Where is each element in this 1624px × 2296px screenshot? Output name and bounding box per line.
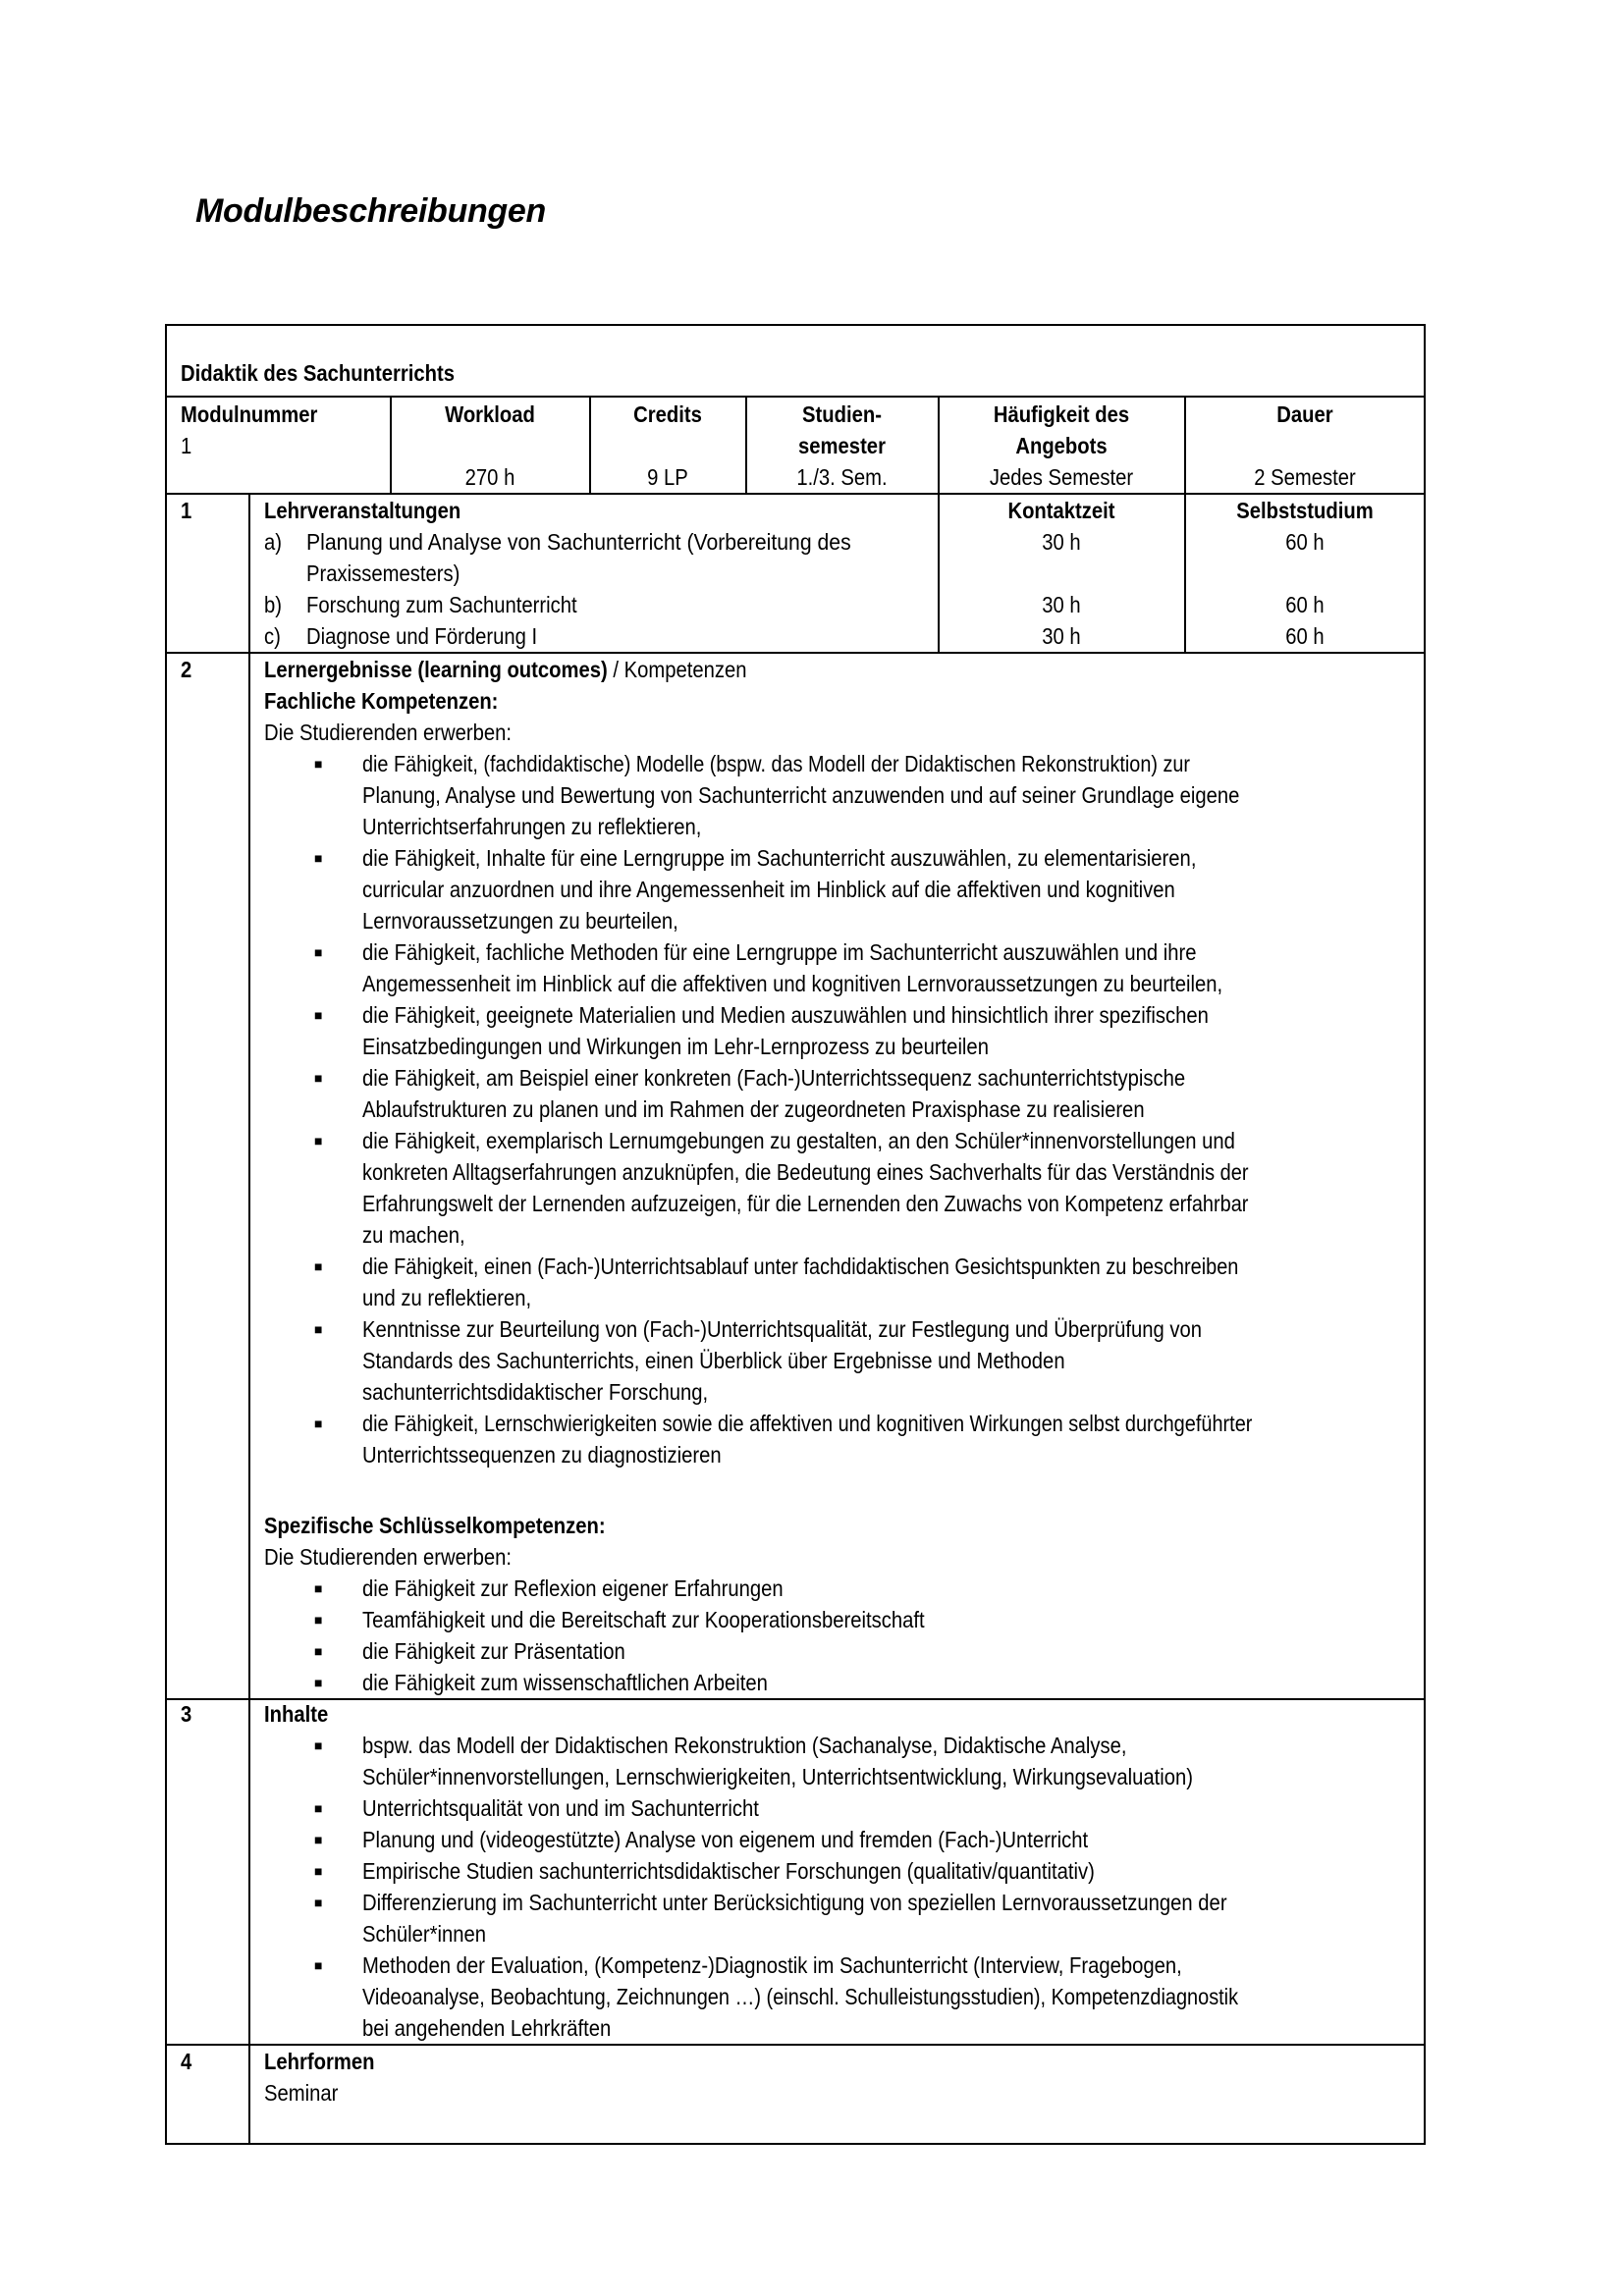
dauer-value: 2 Semester — [1254, 464, 1356, 490]
list-item-line: die Fähigkeit, am Beispiel einer konkreten (Fach-)Unterrichtssequenz sachunterrichtstypische — [362, 1065, 1186, 1091]
course-a-selbststudium: 60 h — [1285, 529, 1325, 555]
bullet-icon: ■ — [314, 1643, 323, 1659]
list-item-line: bei angehenden Lehrkräften — [362, 2015, 612, 2041]
list-item-line: Standards des Sachunterrichts, einen Überblick über Ergebnisse und Methoden — [362, 1348, 1065, 1373]
bullet-icon: ■ — [314, 1957, 323, 1973]
list-item-line: Schüler*innen — [362, 1921, 487, 1947]
course-a-line2: Praxissemesters) — [306, 561, 460, 586]
bullet-icon: ■ — [314, 1612, 323, 1628]
course-a-kontaktzeit: 30 h — [1042, 529, 1081, 555]
fach-intro: Die Studierenden erwerben: — [264, 720, 513, 745]
semester-label-1: Studien- — [802, 401, 882, 427]
col-div-semester — [745, 396, 747, 494]
dauer-label: Dauer — [1276, 401, 1333, 427]
list-item-line: die Fähigkeit zur Reflexion eigener Erfahrungen — [362, 1575, 784, 1601]
haeufigkeit-label-1: Häufigkeit des — [993, 401, 1130, 427]
bullet-icon: ■ — [314, 1321, 323, 1337]
section1-heading: Lehrveranstaltungen — [264, 498, 461, 523]
haeufigkeit-value: Jedes Semester — [989, 464, 1134, 490]
module-title: Didaktik des Sachunterrichts — [181, 360, 455, 386]
list-item-line: Empirische Studien sachunterrichtsdidaktischer Forschungen (qualitativ/quantitativ) — [362, 1858, 1095, 1884]
list-item-line: konkreten Alltagserfahrungen anzuknüpfen, die Bedeutung eines Sachverhalts für das Verständnis der — [362, 1159, 1249, 1185]
bullet-icon: ■ — [314, 1007, 323, 1023]
list-item-line: Kenntnisse zur Beurteilung von (Fach-)Unterrichtsqualität, zur Festlegung und Überprüfung von — [362, 1316, 1203, 1342]
list-item-line: bspw. das Modell der Didaktischen Rekonstruktion (Sachanalyse, Didaktische Analyse, — [362, 1733, 1127, 1758]
fach-heading: Fachliche Kompetenzen: — [264, 688, 499, 714]
list-item-line: Einsatzbedingungen und Wirkungen im Lehr-Lernprozess zu beurteilen — [362, 1034, 989, 1059]
course-a-line1: Planung und Analyse von Sachunterricht (Vorbereitung des — [306, 529, 851, 555]
bullet-icon: ■ — [314, 1895, 323, 1910]
bullet-icon: ■ — [314, 1863, 323, 1879]
modulnummer-label: Modulnummer — [181, 401, 318, 427]
list-item-line: Planung, Analyse und Bewertung von Sachunterricht anzuwenden und auf seiner Grundlage eigene — [362, 782, 1240, 808]
col-div-haeufigkeit — [938, 396, 940, 653]
semester-label-2: semester — [798, 433, 886, 458]
schluessel-heading: Spezifische Schlüsselkompetenzen: — [264, 1513, 606, 1538]
course-b-kontaktzeit: 30 h — [1042, 592, 1081, 617]
list-item-line: zu machen, — [362, 1222, 465, 1248]
kontaktzeit-label: Kontaktzeit — [1007, 498, 1115, 523]
course-b-letter: b) — [264, 592, 282, 617]
section1-number: 1 — [181, 498, 192, 523]
modulnummer-value: 1 — [181, 433, 192, 458]
section2-heading — [264, 654, 747, 685]
list-item-line: Schüler*innenvorstellungen, Lernschwierigkeiten, Unterrichtsentwicklung, Wirkungsevaluation) — [362, 1764, 1194, 1789]
list-item-line: die Fähigkeit, Lernschwierigkeiten sowie die affektiven und kognitiven Wirkungen selbst durchgeführter — [362, 1411, 1253, 1436]
list-item-line: Unterrichtserfahrungen zu reflektieren, — [362, 814, 702, 839]
list-item-line: die Fähigkeit, fachliche Methoden für eine Lerngruppe im Sachunterricht auszuwählen und ihre — [362, 939, 1197, 965]
col-div-credits — [589, 396, 591, 494]
course-c-selbststudium: 60 h — [1285, 623, 1325, 649]
section4-number: 4 — [181, 2049, 192, 2074]
list-item-line: Unterrichtsqualität von und im Sachunterricht — [362, 1795, 759, 1821]
course-c-line1: Diagnose und Förderung I — [306, 623, 538, 649]
haeufigkeit-label-2: Angebots — [1015, 433, 1108, 458]
col-div-number — [248, 493, 250, 2145]
bullet-icon: ■ — [314, 850, 323, 866]
section4-value: Seminar — [264, 2080, 339, 2106]
section2-heading-rest: / Kompetenzen — [607, 657, 747, 682]
workload-value: 270 h — [464, 464, 515, 490]
section2-number: 2 — [181, 657, 192, 682]
list-item-line: Teamfähigkeit und die Bereitschaft zur Kooperationsbereitschaft — [362, 1607, 925, 1632]
list-item-line: die Fähigkeit, exemplarisch Lernumgebungen zu gestalten, an den Schüler*innenvorstellungen und — [362, 1128, 1235, 1153]
workload-label: Workload — [445, 401, 535, 427]
col-div-workload — [390, 396, 392, 494]
bullet-icon: ■ — [314, 756, 323, 772]
bullet-icon: ■ — [314, 1675, 323, 1690]
bullet-icon: ■ — [314, 1133, 323, 1148]
list-item-line: die Fähigkeit, geeignete Materialien und Medien auszuwählen und hinsichtlich ihrer spezifischen — [362, 1002, 1209, 1028]
section3-heading: Inhalte — [264, 1701, 329, 1727]
bullet-icon: ■ — [314, 944, 323, 960]
section2-heading-bold: Lernergebnisse (learning outcomes) — [264, 657, 608, 682]
selbststudium-label: Selbststudium — [1236, 498, 1374, 523]
course-a-letter: a) — [264, 529, 282, 555]
rule-title — [165, 396, 1426, 398]
list-item-line: sachunterrichtsdidaktischer Forschung, — [362, 1379, 709, 1405]
list-item-line: Videoanalyse, Beobachtung, Zeichnungen …) (einschl. Schulleistungsstudien), Kompetenzdiagnostik — [362, 1984, 1239, 2009]
semester-value: 1./3. Sem. — [796, 464, 888, 490]
credits-label: Credits — [633, 401, 702, 427]
course-b-selbststudium: 60 h — [1285, 592, 1325, 617]
bullet-icon: ■ — [314, 1415, 323, 1431]
course-c-letter: c) — [264, 623, 281, 649]
list-item-line: Erfahrungswelt der Lernenden aufzuzeigen, für die Lernenden den Zuwachs von Kompetenz erfahrbar — [362, 1191, 1249, 1216]
section4-heading: Lehrformen — [264, 2049, 375, 2074]
section3-number: 3 — [181, 1701, 192, 1727]
list-item-line: curricular anzuordnen und ihre Angemessenheit im Hinblick auf die affektiven und kognitiven — [362, 877, 1175, 902]
list-item-line: die Fähigkeit, (fachdidaktische) Modelle (bspw. das Modell der Didaktischen Rekonstruktion) zur — [362, 751, 1191, 776]
list-item-line: Differenzierung im Sachunterricht unter Berücksichtigung von speziellen Lernvoraussetzungen der — [362, 1890, 1227, 1915]
bullet-icon: ■ — [314, 1800, 323, 1816]
course-b-line1: Forschung zum Sachunterricht — [306, 592, 577, 617]
list-item-line: Angemessenheit im Hinblick auf die affektiven und kognitiven Lernvoraussetzungen zu beurteilen, — [362, 971, 1223, 996]
col-div-dauer — [1184, 396, 1186, 653]
schluessel-intro: Die Studierenden erwerben: — [264, 1544, 513, 1570]
list-item-line: Planung und (videogestützte) Analyse von eigenem und fremden (Fach-)Unterricht — [362, 1827, 1089, 1852]
list-item-line: und zu reflektieren, — [362, 1285, 532, 1310]
list-item-line: die Fähigkeit, Inhalte für eine Lerngruppe im Sachunterricht auszuwählen, zu elementarisieren, — [362, 845, 1197, 871]
bullet-icon: ■ — [314, 1580, 323, 1596]
list-item-line: die Fähigkeit, einen (Fach-)Unterrichtsablauf unter fachdidaktischen Gesichtspunkten zu beschreiben — [362, 1254, 1239, 1279]
course-c-kontaktzeit: 30 h — [1042, 623, 1081, 649]
list-item-line: Methoden der Evaluation, (Kompetenz-)Diagnostik im Sachunterricht (Interview, Fragebogen, — [362, 1952, 1182, 1978]
list-item-line: die Fähigkeit zur Präsentation — [362, 1638, 625, 1664]
bullet-icon: ■ — [314, 1737, 323, 1753]
list-item-line: Ablaufstrukturen zu planen und im Rahmen der zugeordneten Praxisphase zu realisieren — [362, 1096, 1145, 1122]
rule-section2 — [165, 1698, 1426, 1700]
page-title: Modulbeschreibungen — [195, 192, 546, 230]
list-item-line: Lernvoraussetzungen zu beurteilen, — [362, 908, 678, 934]
bullet-icon: ■ — [314, 1070, 323, 1086]
list-item-line: die Fähigkeit zum wissenschaftlichen Arbeiten — [362, 1670, 768, 1695]
list-item-line: Unterrichtssequenzen zu diagnostizieren — [362, 1442, 722, 1468]
bullet-icon: ■ — [314, 1832, 323, 1847]
credits-value: 9 LP — [647, 464, 688, 490]
bullet-icon: ■ — [314, 1258, 323, 1274]
